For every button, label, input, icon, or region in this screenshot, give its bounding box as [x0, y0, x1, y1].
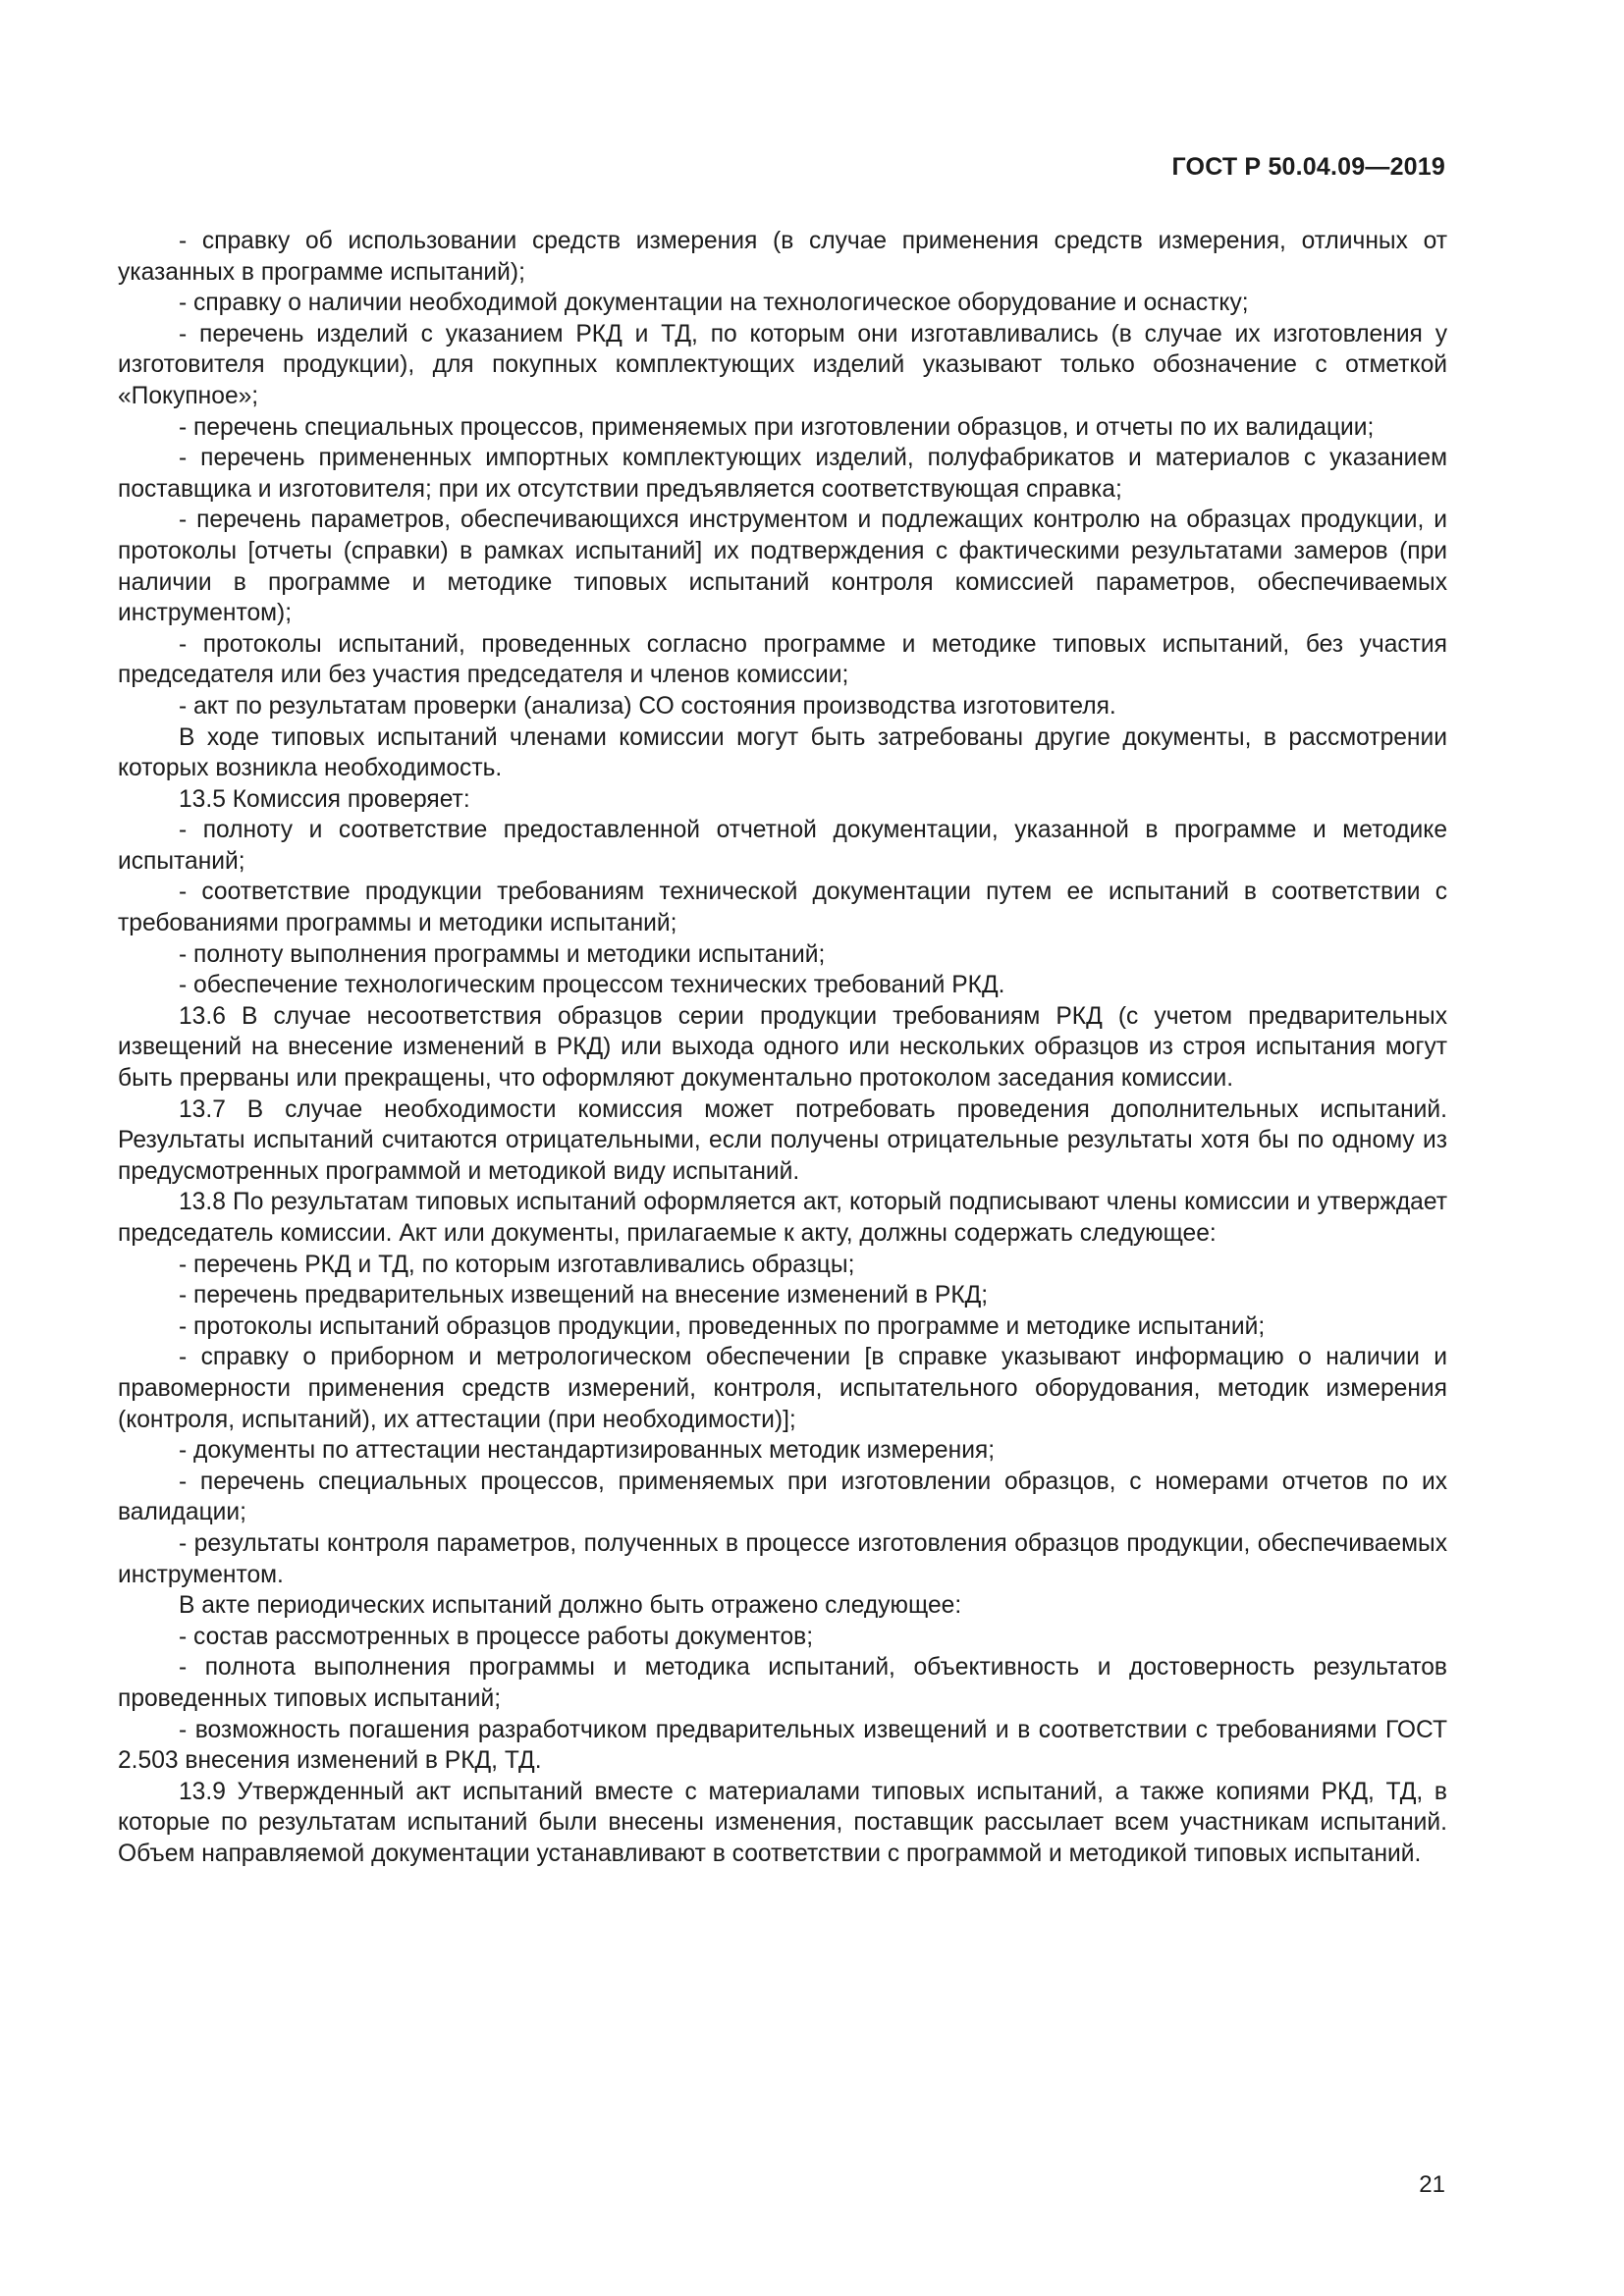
paragraph: - полноту и соответствие предоставленной отчетной документации, указанной в программе и методике испытаний;: [118, 817, 1447, 875]
document-body: [118, 226, 1447, 1869]
page-number: 21: [1419, 2171, 1445, 2198]
paragraph: - полноту выполнения программы и методики испытаний;: [179, 940, 826, 968]
paragraph: - перечень специальных процессов, применяемых при изготовлении образцов, с номерами отчетов по их валидации;: [118, 1468, 1447, 1526]
paragraph: - перечень предварительных извещений на внесение изменений в РКД;: [179, 1282, 989, 1309]
clause-13-7: 13.7 В случае необходимости комиссия может потребовать проведения дополнительных испытаний. Результаты испытаний считаются отрицательными, если получены отрицательные результаты хотя бы по одному из предусмотренных программой и методикой виду испытаний.: [118, 1095, 1447, 1185]
paragraph: В акте периодических испытаний должно быть отражено следующее:: [179, 1592, 962, 1620]
paragraph: - документы по аттестации нестандартизированных методик измерения;: [179, 1437, 996, 1465]
paragraph: - возможность погашения разработчиком предварительных извещений и в соответствии с требованиями ГОСТ 2.503 внесения изменений в РКД, ТД.: [118, 1716, 1447, 1775]
paragraph: - перечень параметров, обеспечивающихся инструментом и подлежащих контролю на образцах продукции, и протоколы [отчеты (справки) в рамках испытаний] их подтверждения с фактическими результатами замеров (при наличии в программе и методике типовых испытаний контроля комиссией параметров, обеспечиваемых инструментом);: [118, 507, 1447, 627]
paragraph: - соответствие продукции требованиям технической документации путем ее испытаний в соответствии с требованиями программы и методики испытаний;: [118, 879, 1447, 937]
standard-designation: ГОСТ Р 50.04.09—2019: [1171, 153, 1445, 181]
paragraph: - справку о приборном и метрологическом обеспечении [в справке указывают информацию о наличии и правомерности применения средств измерений, контроля, испытательного оборудования, методик измерения (контроля, испытаний), их аттестации (при необходимости)];: [118, 1344, 1447, 1433]
clause-13-6: 13.6 В случае несоответствия образцов серии продукции требованиям РКД (с учетом предварительных извещений на внесение изменений в РКД) или выхода одного или нескольких образцов из строя испытания могут быть прерваны или прекращены, что оформляют документально протоколом заседания комиссии.: [118, 1002, 1447, 1093]
paragraph: - протоколы испытаний образцов продукции, проведенных по программе и методике испытаний;: [179, 1312, 1266, 1340]
paragraph: - протоколы испытаний, проведенных согласно программе и методике типовых испытаний, без участия председателя или без участия председателя и членов комиссии;: [118, 630, 1447, 689]
paragraph: - справку о наличии необходимой документации на технологическое оборудование и оснастку;: [179, 290, 1249, 317]
clause-13-9: 13.9 Утвержденный акт испытаний вместе с материалами типовых испытаний, а также копиями РКД, ТД, в которые по результатам испытаний были внесены изменения, поставщик рассылает всем участникам испытаний. Объем направляемой документации устанавливают в соответствии с программой и методикой типовых испытаний.: [118, 1778, 1447, 1867]
paragraph: - результаты контроля параметров, полученных в процессе изготовления образцов продукции, обеспечиваемых инструментом.: [118, 1529, 1447, 1588]
paragraph: - акт по результатам проверки (анализа) СО состояния производства изготовителя.: [179, 692, 1116, 720]
paragraph: - состав рассмотренных в процессе работы документов;: [179, 1623, 814, 1650]
section-heading-13-5: 13.5 Комиссия проверяет:: [179, 785, 470, 813]
paragraph: - справку об использовании средств измерения (в случае применения средств измерения, отличных от указанных в программе испытаний);: [118, 228, 1447, 286]
paragraph: - перечень РКД и ТД, по которым изготавливались образцы;: [179, 1251, 855, 1278]
paragraph: - перечень изделий с указанием РКД и ТД, по которым они изготавливались (в случае их изготовления у изготовителя продукции), для покупных комплектующих изделий указывают только обозначение с отметкой «Покупное»;: [118, 320, 1447, 409]
paragraph: - обеспечение технологическим процессом технических требований РКД.: [179, 972, 1005, 999]
clause-13-8: 13.8 По результатам типовых испытаний оформляется акт, который подписывают члены комиссии и утверждает председатель комиссии. Акт или документы, прилагаемые к акту, должны содержать следующее:: [118, 1189, 1447, 1247]
paragraph: - перечень примененных импортных комплектующих изделий, полуфабрикатов и материалов с указанием поставщика и изготовителя; при их отсутствии предъявляется соответствующая справка;: [118, 445, 1447, 503]
paragraph: - полнота выполнения программы и методика испытаний, объективность и достоверность результатов проведенных типовых испытаний;: [118, 1654, 1447, 1712]
paragraph: В ходе типовых испытаний членами комиссии могут быть затребованы другие документы, в рассмотрении которых возникла необходимость.: [118, 723, 1447, 782]
paragraph: - перечень специальных процессов, применяемых при изготовлении образцов, и отчеты по их валидации;: [179, 413, 1375, 441]
